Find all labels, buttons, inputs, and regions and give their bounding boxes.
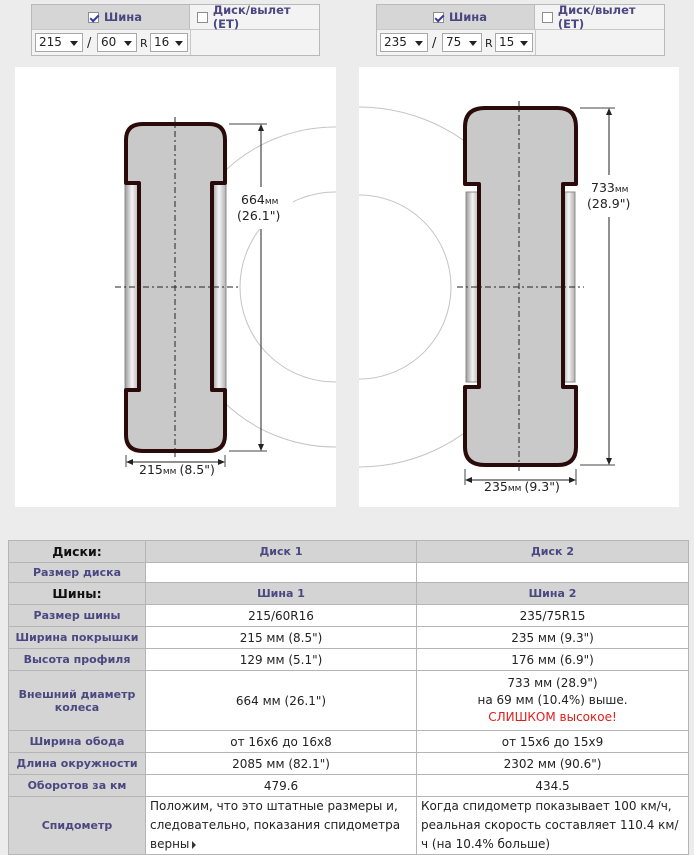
width-label xyxy=(139,462,215,477)
table-row xyxy=(9,797,689,855)
tire-selector-2 xyxy=(376,4,665,56)
tab-tire[interactable] xyxy=(32,5,190,29)
table-row xyxy=(9,649,689,671)
tab-rim-offset[interactable] xyxy=(191,5,319,29)
profile-select[interactable] xyxy=(442,33,482,52)
arrow-right-icon xyxy=(218,459,225,465)
disk-size-label: Размер диска xyxy=(9,563,146,583)
diameter-select[interactable] xyxy=(150,33,188,52)
size-inputs xyxy=(377,30,664,55)
comparison-table xyxy=(8,540,689,855)
tire-size-2: 235/75R15 xyxy=(417,605,689,627)
tire2-header: Шина 2 xyxy=(417,583,689,605)
circumference-1: 2085 мм (82.1") xyxy=(146,753,417,775)
tab-tire-label: Шина xyxy=(449,10,487,24)
outer-diameter-label: Внешний диаметр колеса xyxy=(9,671,146,731)
chevron-down-icon xyxy=(520,41,528,46)
rim-outline-circle xyxy=(359,195,451,379)
selector-tabs xyxy=(377,5,664,30)
circumference-2: 2302 мм (90.6") xyxy=(417,753,689,775)
rim-checkbox[interactable] xyxy=(542,12,553,23)
table-row xyxy=(9,583,689,605)
height-value: 664 xyxy=(241,192,265,207)
profile-height-1: 129 мм (5.1") xyxy=(146,649,417,671)
outer-diameter-2 xyxy=(417,671,689,731)
size-inputs xyxy=(32,30,319,55)
table-row xyxy=(9,775,689,797)
height-value: 733 xyxy=(591,180,615,195)
selector-tabs xyxy=(32,5,319,30)
width-label xyxy=(484,479,560,494)
tire-size-1: 215/60R16 xyxy=(146,605,417,627)
tab-rim-offset[interactable] xyxy=(536,5,664,29)
width-unit: мм xyxy=(507,484,522,494)
rim-width-2: от 15x6 до 15x9 xyxy=(417,731,689,753)
circumference-label: Длина окружности xyxy=(9,753,146,775)
table-row xyxy=(9,627,689,649)
outer-diameter-2-diff: на 69 мм (10.4%) выше. xyxy=(477,693,628,707)
revs-per-km-label: Оборотов за км xyxy=(9,775,146,797)
chevron-down-icon xyxy=(124,41,132,46)
rim-width-1: от 16x6 до 16x8 xyxy=(146,731,417,753)
chevron-down-icon xyxy=(469,41,477,46)
rim-checkbox[interactable] xyxy=(197,12,208,23)
speedometer-2: Когда спидометр показывает 100 км/ч, реальная скорость составляет 110.4 км/ч (на 10.4% больше) xyxy=(417,797,689,855)
table-row xyxy=(9,541,689,563)
height-unit: мм xyxy=(614,185,629,195)
tire-diagram-1 xyxy=(15,67,336,507)
width-value: 235 xyxy=(484,479,508,494)
tab-tire-label: Шина xyxy=(104,10,142,24)
tire-size-label: Размер шины xyxy=(9,605,146,627)
width-select[interactable] xyxy=(380,33,428,52)
tire-diagram-2-svg xyxy=(359,67,679,507)
speedometer-1 xyxy=(146,797,417,855)
tire-diagram-2 xyxy=(359,67,679,507)
chevron-down-icon xyxy=(175,41,183,46)
profile-height-2: 176 мм (6.9") xyxy=(417,649,689,671)
arrow-down-icon xyxy=(606,458,612,465)
slash-separator: / xyxy=(432,36,437,51)
width-value: 215 xyxy=(139,462,163,477)
width-select-value: 235 xyxy=(384,35,407,49)
height-unit: мм xyxy=(264,197,279,207)
outer-diameter-warning: СЛИШКОМ высокое! xyxy=(488,710,617,724)
profile-select-value: 75 xyxy=(446,35,462,49)
outer-diameter-1: 664 мм (26.1") xyxy=(146,671,417,731)
speedometer-1-text: Положим, что это штатные размеры и, следовательно, показания спидометра верны xyxy=(150,799,401,851)
tab-rim-label: Диск/вылет (ET) xyxy=(557,3,636,31)
outer-diameter-2-value: 733 мм (28.9") xyxy=(507,676,598,690)
arrow-up-icon xyxy=(258,124,264,131)
height-inches: (26.1") xyxy=(237,208,281,223)
disk2-header: Диск 2 xyxy=(417,541,689,563)
more-arrow-icon[interactable] xyxy=(192,841,196,849)
disk1-size-value xyxy=(146,563,417,583)
chevron-down-icon xyxy=(415,41,423,46)
width-unit: мм xyxy=(162,467,177,477)
revs-per-km-1: 479.6 xyxy=(146,775,417,797)
width-select[interactable] xyxy=(35,33,83,52)
revs-per-km-2: 434.5 xyxy=(417,775,689,797)
disks-label: Диски: xyxy=(9,541,146,563)
table-row xyxy=(9,605,689,627)
tire-selector-1 xyxy=(31,4,320,56)
speedometer-label: Спидометр xyxy=(9,797,146,855)
tread-width-label: Ширина покрышки xyxy=(9,627,146,649)
diameter-select[interactable] xyxy=(495,33,533,52)
tab-rim-label: Диск/вылет (ET) xyxy=(212,3,291,31)
r-label: R xyxy=(485,37,493,50)
tire-diagram-1-svg xyxy=(15,67,336,507)
tab-tire[interactable] xyxy=(377,5,535,29)
disk2-size-value xyxy=(417,563,689,583)
arrow-down-icon xyxy=(258,444,264,451)
tread-width-1: 215 мм (8.5") xyxy=(146,627,417,649)
diameter-select-value: 15 xyxy=(499,35,515,49)
table-row xyxy=(9,753,689,775)
tire-checkbox[interactable] xyxy=(88,12,99,23)
table-row xyxy=(9,671,689,731)
tire1-header: Шина 1 xyxy=(146,583,417,605)
arrow-left-icon xyxy=(465,477,472,483)
r-label: R xyxy=(140,37,148,50)
height-inches: (28.9") xyxy=(587,196,631,211)
arrow-up-icon xyxy=(606,108,612,115)
table-row xyxy=(9,563,689,583)
profile-height-label: Высота профиля xyxy=(9,649,146,671)
width-inches: (9.3") xyxy=(524,479,560,494)
rim-width-label: Ширина обода xyxy=(9,731,146,753)
tires-label: Шины: xyxy=(9,583,146,605)
width-select-value: 215 xyxy=(39,35,62,49)
width-inches: (8.5") xyxy=(179,462,215,477)
arrow-right-icon xyxy=(569,477,576,483)
tread-width-2: 235 мм (9.3") xyxy=(417,627,689,649)
diameter-select-value: 16 xyxy=(154,35,170,49)
arrow-left-icon xyxy=(126,459,133,465)
tire-checkbox[interactable] xyxy=(433,12,444,23)
chevron-down-icon xyxy=(70,41,78,46)
profile-select[interactable] xyxy=(97,33,137,52)
table-row xyxy=(9,731,689,753)
disk1-header: Диск 1 xyxy=(146,541,417,563)
profile-select-value: 60 xyxy=(101,35,117,49)
slash-separator: / xyxy=(87,36,92,51)
